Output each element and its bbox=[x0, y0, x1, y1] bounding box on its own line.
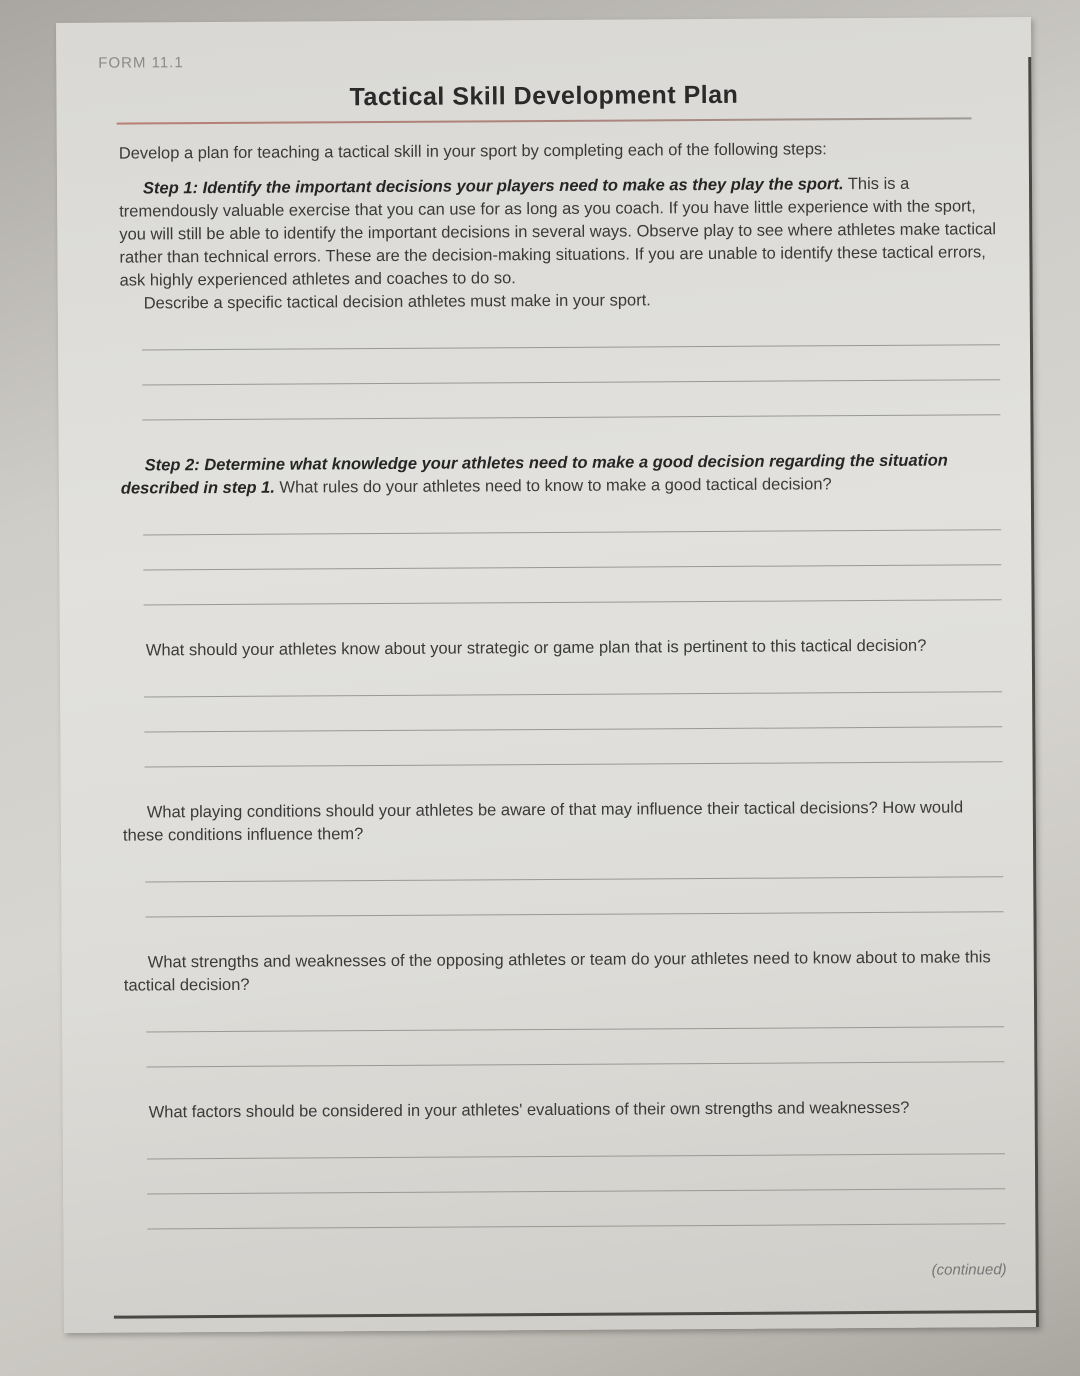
answer-line[interactable] bbox=[146, 1027, 1004, 1067]
continued-note: (continued) bbox=[931, 1261, 1007, 1279]
intro-text: Develop a plan for teaching a tactical skill in your sport by completing each of the following steps: bbox=[118, 140, 827, 163]
strategy-answer-lines bbox=[144, 657, 1003, 767]
answer-line[interactable] bbox=[145, 842, 1003, 882]
answer-line[interactable] bbox=[143, 565, 1001, 605]
answer-line[interactable] bbox=[147, 1119, 1005, 1159]
answer-line[interactable] bbox=[144, 657, 1002, 697]
question-self-evaluation: What factors should be considered in your athletes' evaluations of their own strengths and weaknesses? bbox=[148, 1098, 910, 1122]
step1-section bbox=[119, 172, 1000, 292]
opponents-answer-lines bbox=[146, 992, 1004, 1067]
answer-line[interactable] bbox=[147, 1154, 1005, 1194]
step1-answer-lines bbox=[142, 310, 1001, 420]
answer-line[interactable] bbox=[146, 992, 1004, 1032]
title-underline bbox=[117, 117, 972, 124]
self-evaluation-answer-lines bbox=[147, 1119, 1006, 1229]
question-strategy: What should your athletes know about your strategic or game plan that is pertinent to this tactical decision? bbox=[145, 636, 927, 660]
answer-line[interactable] bbox=[143, 495, 1001, 535]
answer-line[interactable] bbox=[147, 1189, 1005, 1229]
form-content bbox=[119, 137, 1006, 1229]
answer-line[interactable] bbox=[142, 345, 1000, 385]
answer-line[interactable] bbox=[144, 692, 1002, 732]
step2-heading: Step 2: Determine what knowledge your athletes need to make a good decision regarding the situation described in step 1. bbox=[120, 451, 948, 498]
answer-line[interactable] bbox=[142, 380, 1000, 420]
step1-prompt: Describe a specific tactical decision athletes must make in your sport. bbox=[143, 291, 651, 313]
step2-body: What rules do your athletes need to know to make a good tactical decision? bbox=[279, 475, 832, 497]
page-title: Tactical Skill Development Plan bbox=[349, 80, 739, 112]
page-border-bottom bbox=[114, 1310, 1039, 1319]
question-conditions: What playing conditions should your athletes be aware of that may influence their tactical decisions? How would these conditions influence them? bbox=[122, 798, 964, 845]
form-page bbox=[56, 17, 1039, 1333]
answer-line[interactable] bbox=[145, 877, 1003, 917]
form-number: FORM 11.1 bbox=[98, 54, 184, 72]
answer-line[interactable] bbox=[143, 530, 1001, 570]
answer-line[interactable] bbox=[142, 310, 1000, 350]
step2-answer-lines bbox=[143, 495, 1002, 605]
step2-section bbox=[121, 449, 1001, 500]
answer-line[interactable] bbox=[144, 727, 1002, 767]
question-opponents: What strengths and weaknesses of the opposing athletes or team do your athletes need to know about to make this tactical decision? bbox=[123, 948, 991, 995]
conditions-answer-lines bbox=[145, 842, 1003, 917]
step1-body: This is a tremendously valuable exercise that you can use for as long as you coach. If you have little experience with the sport, you will still be able to identify the important decisions in several ways. Observe play to see where athletes make tactical rather than technical errors. These are the decision-making situations. If you are unable to identify these tactical errors, ask highly experienced athletes and coaches to do so. bbox=[119, 174, 997, 290]
step1-heading: Step 1: Identify the important decisions your players need to make as they play the sport. bbox=[142, 175, 844, 198]
